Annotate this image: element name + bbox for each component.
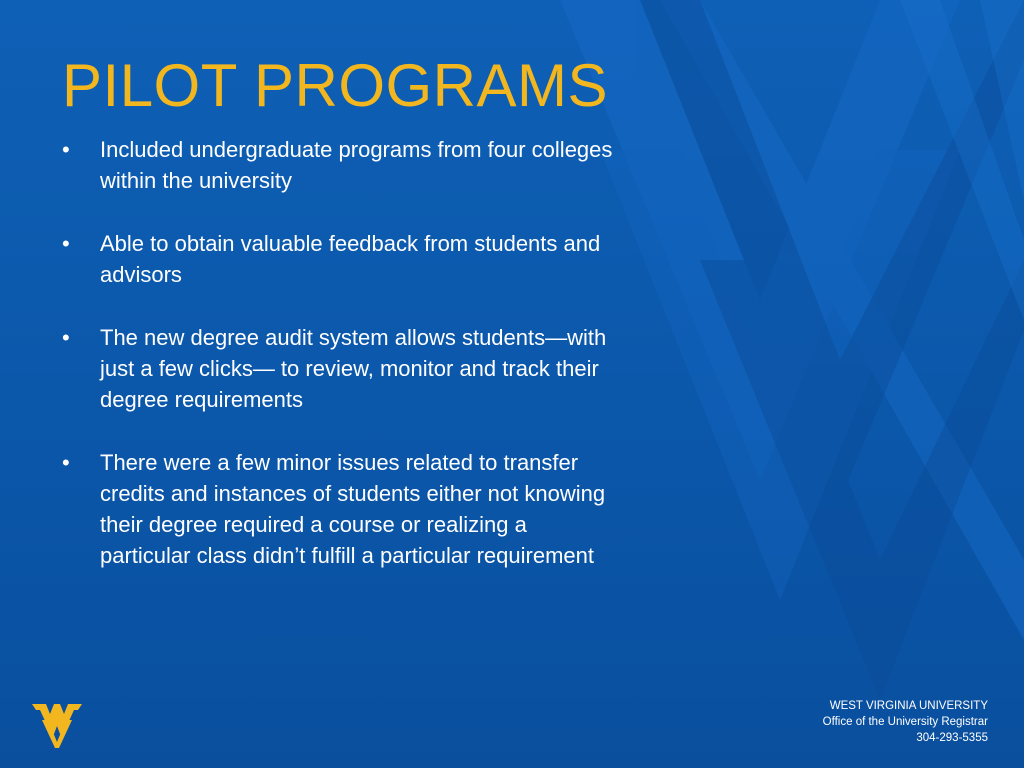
bullet-item [62, 228, 622, 290]
bullet-text: The new degree audit system allows students—with just a few clicks— to review, monitor and track their degree requirements [100, 325, 607, 412]
footer-office: Office of the University Registrar [822, 716, 988, 728]
bullet-glyph: • [62, 231, 70, 256]
bullet-text: Able to obtain valuable feedback from students and advisors [100, 231, 601, 287]
bullet-text: There were a few minor issues related to transfer credits and instances of students either not knowing their degree required a course or realizing a particular class didn’t fulfill a particular requirement [100, 450, 606, 568]
bullet-text: Included undergraduate programs from four colleges within the university [100, 137, 613, 193]
bullet-glyph: • [62, 450, 70, 475]
bullet-item [62, 447, 622, 571]
bullet-item [62, 322, 622, 415]
bullet-list [62, 134, 622, 603]
footer-university: WEST VIRGINIA UNIVERSITY [829, 700, 988, 712]
footer-contact [823, 698, 988, 746]
bullet-glyph: • [62, 137, 70, 162]
bullet-item [62, 134, 622, 196]
wv-flying-wv-icon [30, 698, 84, 748]
footer-phone: 304-293-5355 [916, 732, 988, 744]
bullet-glyph: • [62, 325, 70, 350]
slide-title: PILOT PROGRAMS [62, 52, 609, 119]
